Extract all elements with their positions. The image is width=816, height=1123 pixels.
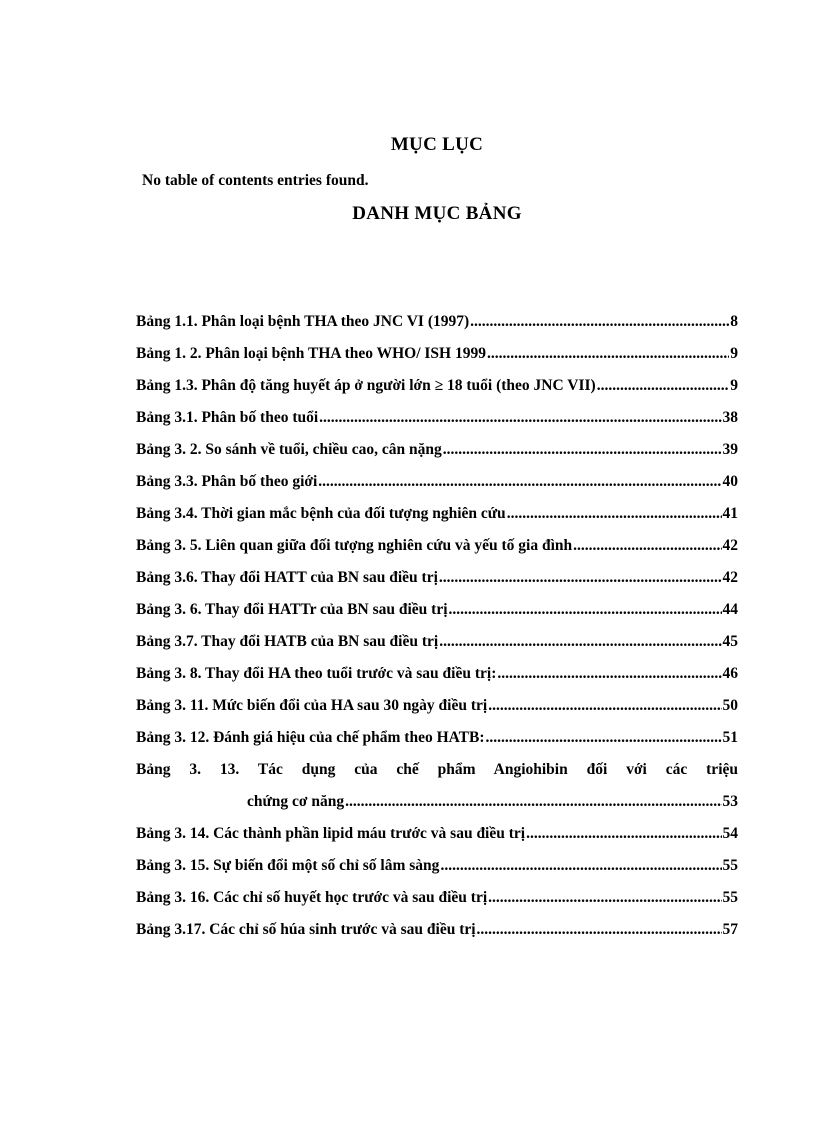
table-entry-label: Bảng 3. 11. Mức biến đổi của HA sau 30 ngày điều trị bbox=[136, 697, 488, 714]
table-entry[interactable] bbox=[136, 697, 738, 729]
table-entry[interactable] bbox=[136, 377, 738, 409]
toc-empty-message: No table of contents entries found. bbox=[142, 172, 369, 189]
table-entry[interactable] bbox=[136, 921, 738, 953]
table-entry-page: 55 bbox=[722, 889, 738, 906]
table-entry-page: 39 bbox=[722, 441, 738, 458]
table-entry-label: Bảng 3. 6. Thay đổi HATTr của BN sau điều trị bbox=[136, 601, 448, 618]
table-entry[interactable] bbox=[136, 889, 738, 921]
dot-leader bbox=[487, 345, 729, 363]
table-entry-wrapped[interactable] bbox=[136, 761, 738, 793]
dot-leader bbox=[597, 377, 730, 395]
dot-leader bbox=[497, 665, 721, 683]
table-entry-page: 57 bbox=[722, 921, 738, 938]
table-entry-page: 55 bbox=[722, 857, 738, 874]
table-entry-page: 40 bbox=[722, 473, 738, 490]
table-entry-page: 42 bbox=[722, 569, 738, 586]
table-entry-label: Bảng 3. 14. Các thành phần lipid máu trước và sau điều trị bbox=[136, 825, 526, 842]
table-entry-page: 54 bbox=[722, 825, 738, 842]
table-entry-page: 42 bbox=[722, 537, 738, 554]
dot-leader bbox=[443, 441, 722, 459]
dot-leader bbox=[439, 569, 722, 587]
table-entry-label: Bảng 3.3. Phân bố theo giới bbox=[136, 473, 318, 490]
table-entry-page: 9 bbox=[730, 377, 738, 394]
dot-leader bbox=[477, 921, 722, 939]
table-entry-page: 8 bbox=[730, 313, 738, 330]
table-entry[interactable] bbox=[136, 633, 738, 665]
table-entry[interactable] bbox=[136, 441, 738, 473]
table-entry-label: Bảng 3.6. Thay đổi HATT của BN sau điều trị bbox=[136, 569, 438, 586]
table-entry[interactable] bbox=[136, 473, 738, 505]
table-entry-page: 41 bbox=[722, 505, 738, 522]
dot-leader bbox=[318, 473, 721, 491]
dot-leader bbox=[440, 857, 721, 875]
table-entry-label: Bảng 1. 2. Phân loại bệnh THA theo WHO/ ISH 1999 bbox=[136, 345, 486, 362]
table-entry-page: 53 bbox=[722, 793, 738, 810]
dot-leader bbox=[470, 313, 729, 331]
table-entry-label: Bảng 3. 2. So sánh về tuổi, chiều cao, cân nặng bbox=[136, 441, 442, 458]
dot-leader bbox=[526, 825, 721, 843]
table-entry[interactable] bbox=[136, 601, 738, 633]
table-entry-page: 9 bbox=[730, 345, 738, 362]
dot-leader bbox=[486, 729, 722, 747]
list-of-tables-title: DANH MỤC BẢNG bbox=[352, 203, 522, 224]
table-entry[interactable] bbox=[136, 857, 738, 889]
dot-leader bbox=[345, 793, 721, 811]
table-entry-label: Bảng 3. 12. Đánh giá hiệu của chế phẩm theo HATB: bbox=[136, 729, 485, 746]
dot-leader bbox=[507, 505, 722, 523]
list-of-tables bbox=[136, 313, 738, 953]
dot-leader bbox=[449, 601, 722, 619]
table-entry-label: Bảng 3. 5. Liên quan giữa đối tượng nghiên cứu và yếu tố gia đình bbox=[136, 537, 573, 554]
table-entry[interactable] bbox=[136, 313, 738, 345]
table-entry-page: 44 bbox=[722, 601, 738, 618]
dot-leader bbox=[488, 889, 721, 907]
table-entry-label: Bảng 3.4. Thời gian mắc bệnh của đối tượng nghiên cứu bbox=[136, 505, 506, 522]
table-entry[interactable] bbox=[136, 345, 738, 377]
table-entry-continuation[interactable] bbox=[136, 793, 738, 825]
table-entry[interactable] bbox=[136, 537, 738, 569]
table-entry-label: Bảng 3. 15. Sự biến đổi một số chỉ số lâm sàng bbox=[136, 857, 440, 874]
table-entry-page: 50 bbox=[722, 697, 738, 714]
dot-leader bbox=[488, 697, 721, 715]
table-entry-label: Bảng 3.7. Thay đổi HATB của BN sau điều trị bbox=[136, 633, 439, 650]
dot-leader bbox=[439, 633, 721, 651]
table-entry[interactable] bbox=[136, 825, 738, 857]
table-entry-label: Bảng 3. 8. Thay đổi HA theo tuổi trước và sau điều trị: bbox=[136, 665, 497, 682]
table-entry-page: 38 bbox=[722, 409, 738, 426]
table-entry-page: 45 bbox=[722, 633, 738, 650]
table-entry[interactable] bbox=[136, 729, 738, 761]
table-entry[interactable] bbox=[136, 505, 738, 537]
table-entry-page: 51 bbox=[722, 729, 738, 746]
table-entry-label: Bảng 1.1. Phân loại bệnh THA theo JNC VI (1997) bbox=[136, 313, 470, 330]
table-entry-page: 46 bbox=[722, 665, 738, 682]
table-entry-label: Bảng 3. 16. Các chỉ số huyết học trước và sau điều trị bbox=[136, 889, 488, 906]
table-entry-label-line2: chứng cơ năng bbox=[247, 793, 345, 810]
table-entry-label: Bảng 1.3. Phân độ tăng huyết áp ở người lớn ≥ 18 tuổi (theo JNC VII) bbox=[136, 377, 596, 394]
dot-leader bbox=[319, 409, 721, 427]
dot-leader bbox=[573, 537, 721, 555]
table-entry[interactable] bbox=[136, 665, 738, 697]
table-entry-label: Bảng 3.17. Các chỉ số húa sinh trước và sau điều trị bbox=[136, 921, 476, 938]
table-entry[interactable] bbox=[136, 569, 738, 601]
toc-title: MỤC LỤC bbox=[390, 134, 484, 155]
table-entry[interactable] bbox=[136, 409, 738, 441]
table-entry-label: Bảng 3.1. Phân bố theo tuổi bbox=[136, 409, 319, 426]
table-entry-label-line1: Bảng 3. 13. Tác dụng của chế phẩm Angiohibin đối với các triệu bbox=[136, 761, 738, 778]
